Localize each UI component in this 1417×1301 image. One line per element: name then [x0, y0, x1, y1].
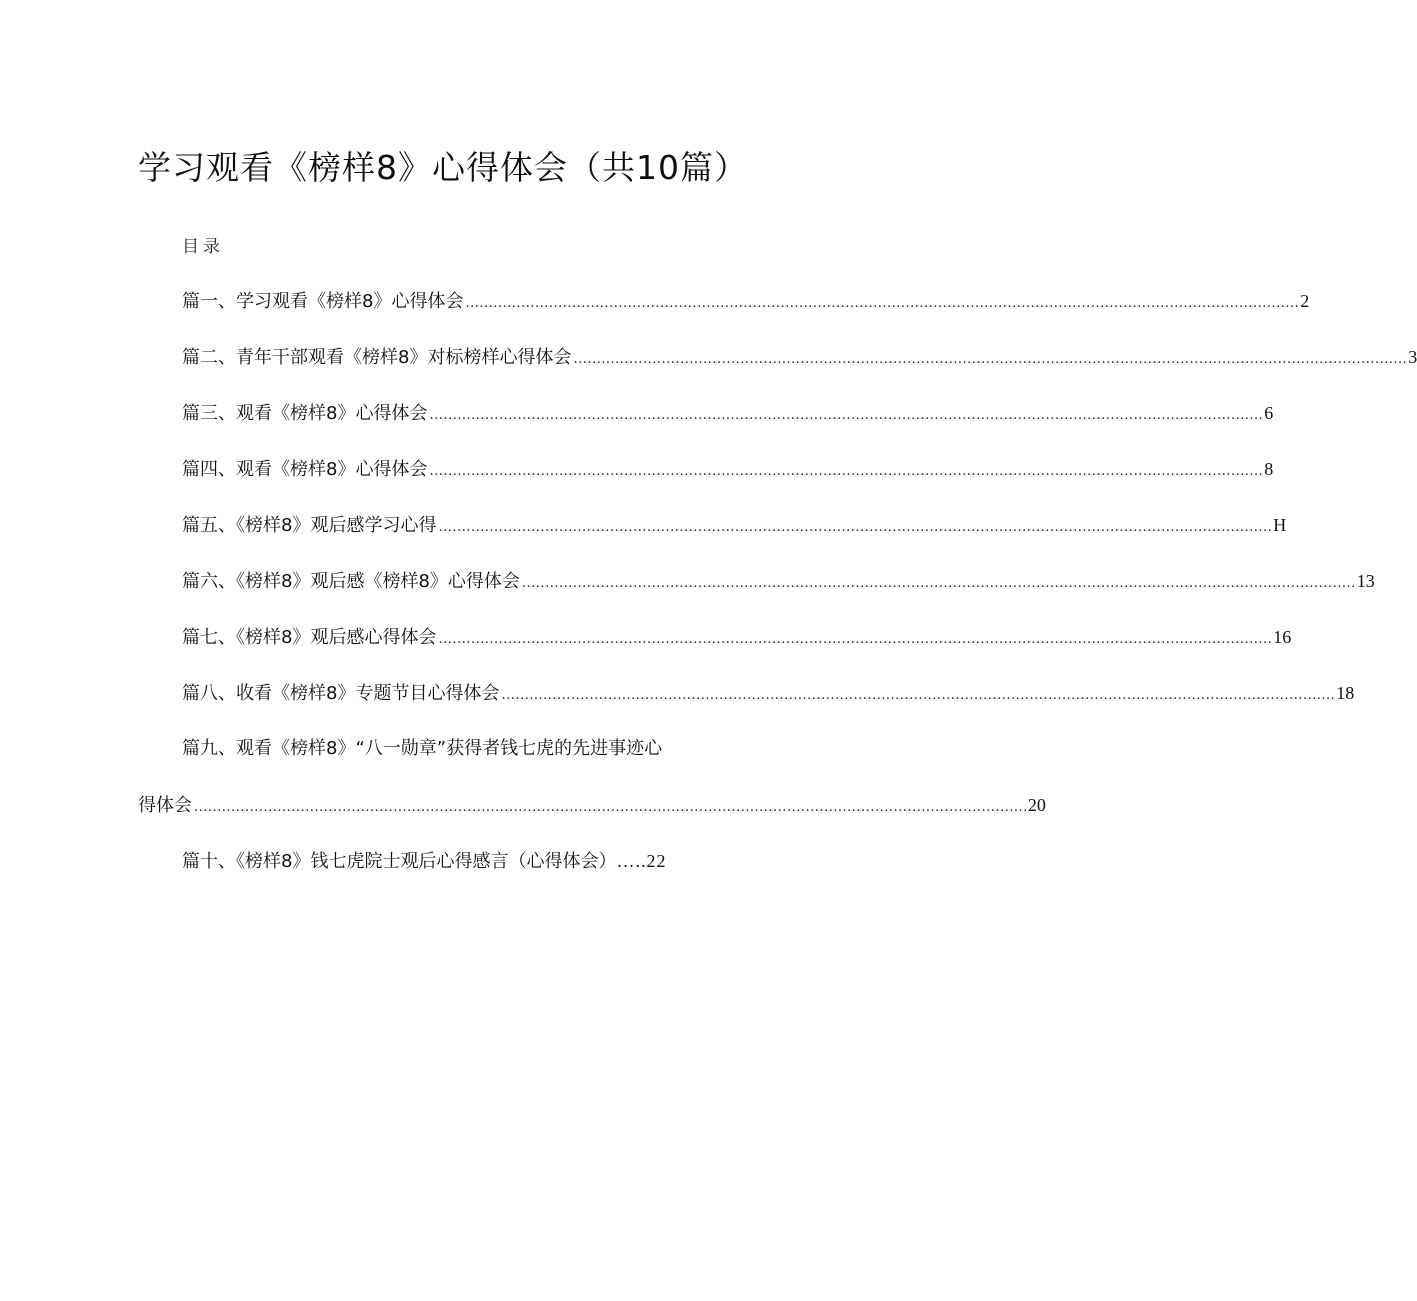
toc-entry[interactable] [182, 398, 1274, 428]
dot-leader: .................................................................................................................................................................................... [429, 464, 1264, 479]
toc-entry[interactable] [182, 622, 1292, 652]
dot-leader: .................................................................................................................................................................................... [438, 520, 1273, 535]
toc-entry-page: H [1273, 515, 1287, 535]
toc-entry-page: 8 [1264, 459, 1274, 479]
toc-entry-title-continuation: 得体会 [138, 795, 192, 816]
toc-entry[interactable] [182, 342, 1417, 372]
toc-entry-title: 篇九、观看《榜样8》“八一勋章”获得者钱七虎的先进事迹心 [182, 738, 663, 759]
toc-entry[interactable] [182, 454, 1274, 484]
toc-entry[interactable] [182, 510, 1287, 540]
toc-entry-page: 22 [646, 851, 667, 871]
toc-entry-title: 篇四、观看《榜样8》心得体会 [182, 459, 428, 480]
dot-leader: ….. [616, 851, 647, 871]
toc-entry[interactable] [182, 286, 1310, 316]
toc-entry[interactable] [182, 734, 662, 764]
toc-entry-title: 篇五、《榜样8》观后感学习心得 [182, 515, 437, 536]
toc-entry-page: 18 [1336, 683, 1355, 703]
toc-entry-title: 篇十、《榜样8》钱七虎院士观后心得感言（心得体会） [182, 851, 617, 872]
toc-label: 目录 [182, 237, 224, 257]
dot-leader: .................................................................................................................................................................................... [573, 352, 1408, 367]
toc-entry-title: 篇三、观看《榜样8》心得体会 [182, 403, 428, 424]
toc-entry-page: 3 [1408, 347, 1417, 367]
toc-entry-page: 20 [1027, 795, 1046, 815]
dot-leader: .................................................................................................................................................................................... [521, 576, 1356, 591]
dot-leader: .................................................................................................................................................................................... [429, 408, 1264, 423]
dot-leader: .................................................................................................................................................................................... [194, 800, 1028, 815]
toc-entry-title: 篇二、青年干部观看《榜样8》对标榜样心得体会 [182, 347, 572, 368]
toc-entry[interactable] [182, 678, 1355, 708]
toc-entry-page: 16 [1273, 627, 1292, 647]
toc-entry-title: 篇六、《榜样8》观后感《榜样8》心得体会 [182, 571, 520, 592]
toc-entry[interactable] [182, 846, 666, 876]
dot-leader: .................................................................................................................................................................................... [465, 296, 1300, 311]
dot-leader: .................................................................................................................................................................................... [438, 632, 1273, 647]
toc-entry-title: 篇七、《榜样8》观后感心得体会 [182, 627, 437, 648]
dot-leader: .................................................................................................................................................................................... [501, 688, 1336, 703]
toc-entry-page: 13 [1356, 571, 1375, 591]
toc-entry-continuation[interactable] [138, 790, 1046, 820]
toc-entry-title: 篇八、收看《榜样8》专题节目心得体会 [182, 683, 500, 704]
page-title: 学习观看《榜样8》心得体会（共10篇） [138, 148, 748, 187]
toc-entry[interactable] [182, 566, 1375, 596]
toc-entry-title: 篇一、学习观看《榜样8》心得体会 [182, 291, 464, 312]
toc-entry-page: 6 [1264, 403, 1274, 423]
toc-entry-page: 2 [1300, 291, 1310, 311]
